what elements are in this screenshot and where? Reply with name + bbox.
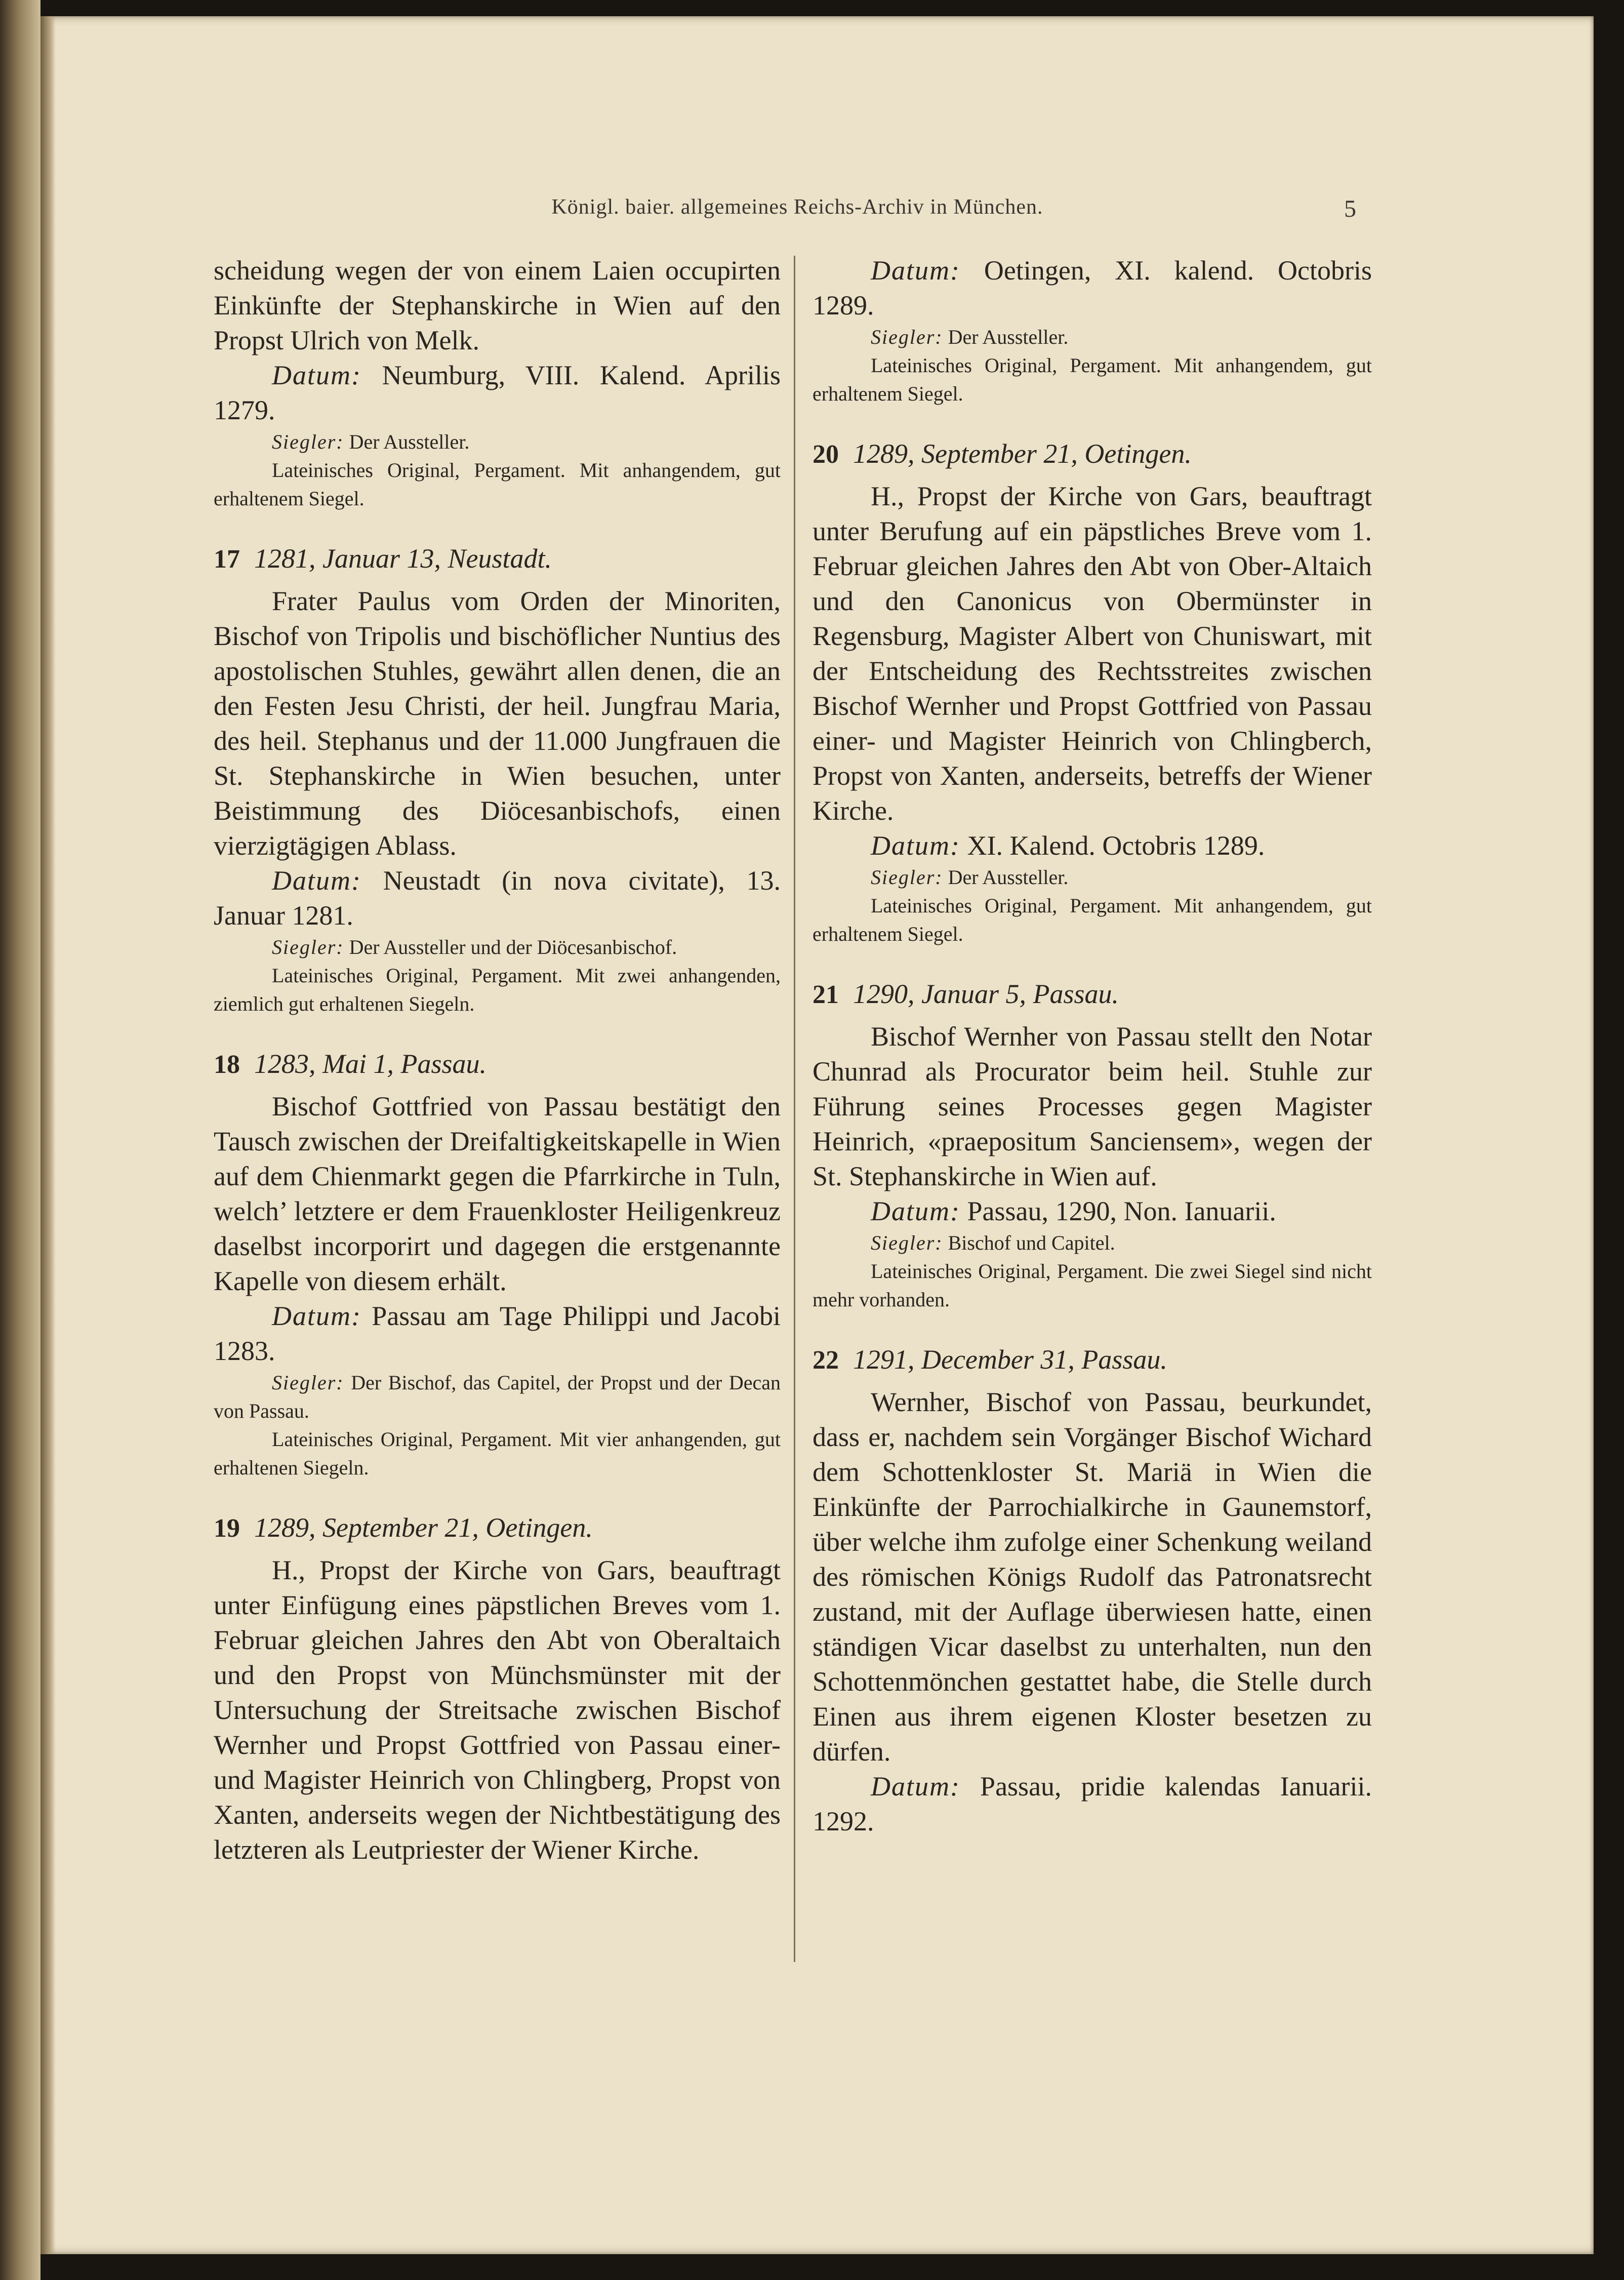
entry-body: Bischof Wernher von Passau stellt den Notar Chunrad als Procurator beim heil. Stuhle zur Führung seines Processes gegen Magister Heinrich, «praepositum Sanciensem», wegen der St. Stephanskirche in Wien auf. [813,1021,1372,1191]
siegler-line: Siegler: Der Aussteller und der Diöcesanbischof. [272,936,677,958]
previous-page-edge [0,0,40,2280]
datum-line: Datum: Passau, 1290, Non. Ianuarii. [871,1196,1276,1226]
source-note: Lateinisches Original, Pergament. Mit zwei anhangenden, ziemlich gut erhaltenen Siegeln. [214,964,781,1015]
datum-line: Datum: Oetingen, XI. kalend. Octobris 1289. [813,255,1372,321]
datum-line: Datum: Neustadt (in nova civitate), 13. Januar 1281. [214,865,781,931]
entry-body: H., Propst der Kirche von Gars, beauftragt unter Berufung auf ein päpstliches Breve vom 1. Februar gleichen Jahres den Abt von Ober-Altaich und den Canonicus von Obermünster in Regensburg, Magister Albert von Chuniswart, mit der Entscheidung des Rechtsstreites zwischen Bischof Wernher und Propst Gottfried von Passau einer- und Magister Heinrich von Chlingberch, Propst von Xanten, anderseits, betreffs der Wiener Kirche. [813,481,1372,826]
datum-line: Datum: Passau am Tage Philippi und Jacobi 1283. [214,1301,781,1366]
entry-body: Frater Paulus vom Orden der Minoriten, Bischof von Tripolis und bischöflicher Nuntius des apostolischen Stuhles, gewährt allen denen, die an den Festen Jesu Christi, der heil. Jungfrau Maria, des heil. Stephanus und der 11.000 Jungfrauen die St. Stephanskirche in Wien besuchen, unter Beistimmung des Diöcesanbischofs, einen vierzigtägigen Ablass. [214,586,781,861]
siegler-line: Siegler: Der Bischof, das Capitel, der Propst und der Decan von Passau. [214,1371,781,1422]
running-header: Königl. baier. allgemeines Reichs-Archiv in München. [551,195,1043,219]
source-note: Lateinisches Original, Pergament. Mit anhangendem, gut erhaltenem Siegel. [813,894,1372,945]
entry-body: H., Propst der Kirche von Gars, beauftragt unter Einfügung eines päpstlichen Breves vom 1. Februar gleichen Jahres den Abt von Oberaltaich und den Propst von Münchsmünster mit der Untersuchung der Streitsache zwischen Bischof Wernher und Propst Gottfried von Passau einer- und Magister Heinrich von Chlingberg, Propst von Xanten, anderseits wegen der Nichtbestätigung des letzteren als Leutpriester der Wiener Kirche. [214,1555,781,1865]
left-column [214,253,781,1867]
entry-body: Wernher, Bischof von Passau, beurkundet, dass er, nachdem sein Vorgänger Bischof Wichard dem Schottenkloster St. Mariä in Wien die Einkünfte der Parrochialkirche in Gaunemstorf, über welche ihm zufolge einer Schenkung weiland des römischen Königs Rudolf das Patronatsrecht zustand, mit der Auflage überwiesen hatte, einen ständigen Vicar daselbst zu unterhalten, nun den Schottenmönchen gestattet habe, die Stelle durch Einen aus ihrem eigenen Kloster besetzen zu dürfen. [813,1387,1372,1767]
siegler-line: Siegler: Bischof und Capitel. [871,1231,1115,1254]
entry-heading-22: 22 1291, December 31, Passau. [813,1344,1167,1375]
entry-body: Bischof Gottfried von Passau bestätigt den Tausch zwischen der Dreifaltigkeitskapelle in Wien auf dem Chienmarkt gegen die Pfarrkirche in Tuln, welch’ letztere er dem Frauenkloster Heiligenkreuz daselbst incorporirt und dagegen die erstgenannte Kapelle von diesem erhält. [214,1091,781,1296]
siegler-line: Siegler: Der Aussteller. [871,866,1069,889]
entry-heading-17: 17 1281, Januar 13, Neustadt. [214,543,552,574]
datum-line: Datum: Passau, pridie kalendas Ianuarii. 1292. [813,1771,1372,1836]
siegler-line: Siegler: Der Aussteller. [272,430,470,453]
entry-heading-21: 21 1290, Januar 5, Passau. [813,979,1119,1009]
source-note: Lateinisches Original, Pergament. Mit anhangendem, gut erhaltenem Siegel. [214,459,781,510]
entry-heading-18: 18 1283, Mai 1, Passau. [214,1049,486,1079]
column-divider [794,256,795,1962]
entry-body: scheidung wegen der von einem Laien occupirten Einkünfte der Stephanskirche in Wien auf den Propst Ulrich von Melk. [214,255,781,355]
source-note: Lateinisches Original, Pergament. Mit vier anhangenden, gut erhaltenen Siegeln. [214,1428,781,1479]
siegler-line: Siegler: Der Aussteller. [871,326,1069,348]
datum-line: Datum: XI. Kalend. Octobris 1289. [871,830,1265,861]
page-gutter-shadow [40,16,56,2254]
datum-line: Datum: Neumburg, VIII. Kalend. Aprilis 1279. [214,360,781,425]
source-note: Lateinisches Original, Pergament. Die zwei Siegel sind nicht mehr vorhanden. [813,1260,1372,1311]
entry-heading-20: 20 1289, September 21, Oetingen. [813,438,1192,469]
right-column [813,253,1372,1839]
entry-heading-19: 19 1289, September 21, Oetingen. [214,1512,593,1543]
page-number: 5 [1344,195,1356,222]
source-note: Lateinisches Original, Pergament. Mit anhangendem, gut erhaltenem Siegel. [813,354,1372,405]
